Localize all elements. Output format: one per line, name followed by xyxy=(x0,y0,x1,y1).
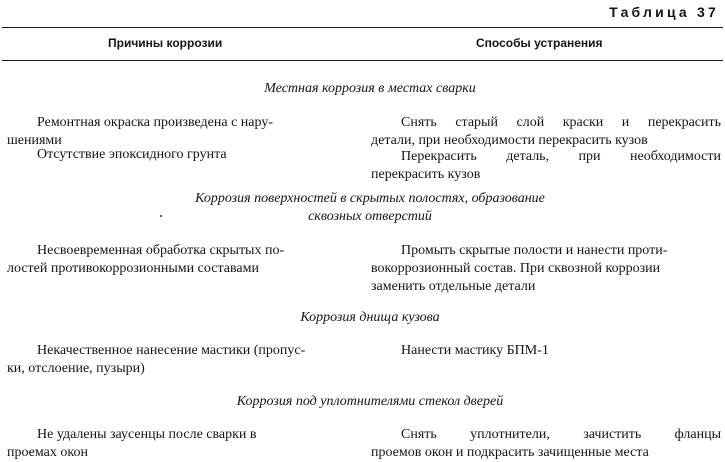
cause-cell xyxy=(7,146,329,164)
remedy-line: детали, при необходимости перекрасить кузов xyxy=(371,133,648,148)
cause-line: Ремонтная окраска произведена с нару- xyxy=(37,115,273,130)
header-bottom-rule xyxy=(2,60,723,61)
remedy-cell xyxy=(371,114,721,150)
print-speck xyxy=(160,215,162,217)
remedy-cell xyxy=(371,426,721,462)
section-title-line: сквозных отверстий xyxy=(308,209,432,224)
cause-cell xyxy=(7,342,329,378)
remedy-cell xyxy=(371,242,721,296)
remedy-cell xyxy=(371,148,721,184)
column-header-remedies: Способы устранения xyxy=(476,36,603,50)
cause-line: лостей противокоррозионными составами xyxy=(7,261,259,276)
remedy-line: Перекрасить деталь, при необходимости xyxy=(401,149,721,164)
section-title-hidden-cavities xyxy=(120,190,620,226)
section-title-door-seals: Коррозия под уплотнителями стекол дверей xyxy=(236,394,504,409)
section-title-underbody: Коррозия днища кузова xyxy=(300,310,440,325)
remedy-line: вокоррозионный состав. При сквозной коррозии xyxy=(371,261,661,276)
remedy-cell xyxy=(371,342,721,360)
cause-line: Не удалены заусенцы после сварки в xyxy=(37,427,257,442)
remedy-line: Снять старый слой краски и перекрасить xyxy=(401,115,721,130)
cause-line: шениями xyxy=(7,133,62,148)
cause-line: Несвоевременная обработка скрытых по- xyxy=(37,243,285,258)
remedy-line: Снять уплотнители, зачистить фланцы xyxy=(401,427,721,442)
section-title-welding: Местная коррозия в местах сварки xyxy=(264,81,476,96)
remedy-line: перекрасить кузов xyxy=(371,167,481,182)
cause-cell xyxy=(7,242,329,278)
remedy-line: проемов окон и подкрасить зачищенные места xyxy=(371,445,649,460)
cause-cell xyxy=(7,114,329,150)
cause-line: ки, отслоение, пузыри) xyxy=(7,361,145,376)
remedy-line: Нанести мастику БПМ-1 xyxy=(401,343,549,358)
remedy-line: Промыть скрытые полости и нанести проти- xyxy=(401,243,668,258)
header-top-rule xyxy=(2,27,723,28)
cause-line: проемах окон xyxy=(7,445,88,460)
table-number: Таблица 37 xyxy=(609,4,719,20)
column-header-causes: Причины коррозии xyxy=(108,36,223,50)
remedy-line: заменить отдельные детали xyxy=(371,279,536,294)
section-title-line: Коррозия поверхностей в скрытых полостях, образование xyxy=(195,191,545,206)
cause-line: Некачественное нанесение мастики (пропус- xyxy=(37,343,306,358)
cause-cell xyxy=(7,426,329,462)
cause-line: Отсутствие эпоксидного грунта xyxy=(37,147,227,162)
